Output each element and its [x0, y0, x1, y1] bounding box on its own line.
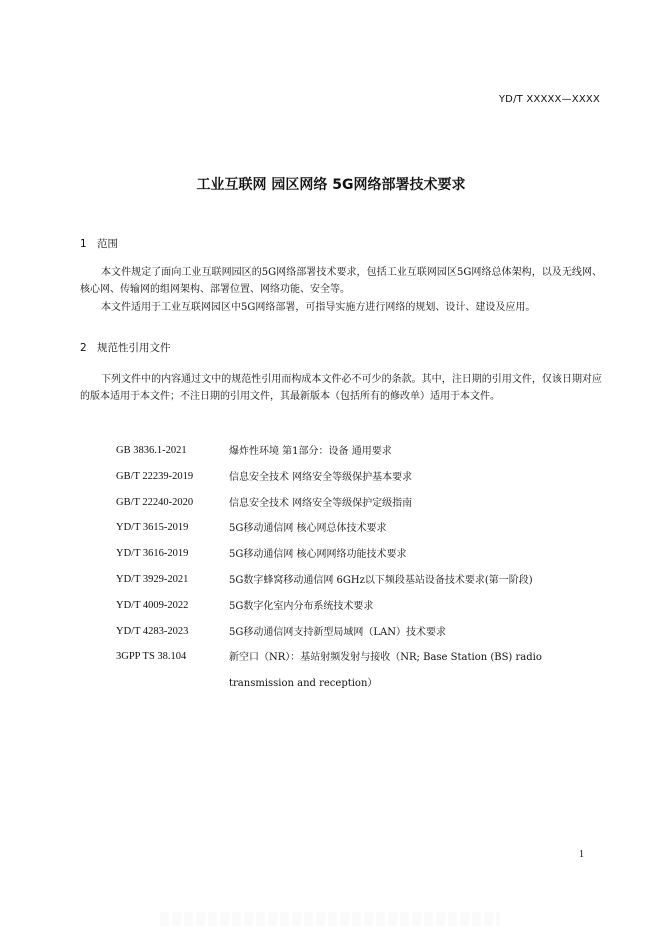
- section-number: 2: [80, 342, 87, 354]
- reference-row: [116, 651, 606, 697]
- section-title: 范围: [97, 238, 118, 250]
- reference-code: GB/T 22239-2019: [116, 470, 194, 482]
- scope-paragraph-1: 本文件规定了面向工业互联网园区的5G网络部署技术要求，包括工业互联网园区5G网络总体架构，以及无线网、核心网、传输网的组网架构、部署位置、网络功能、安全等。: [80, 267, 602, 295]
- reference-title: 5G数字化室内分布系统技术要求: [229, 600, 374, 612]
- page-number: 1: [579, 849, 584, 860]
- reference-title: 信息安全技术 网络安全等级保护基本要求: [229, 471, 413, 483]
- section-heading-scope: [80, 236, 118, 251]
- reference-code: YD/T 3616-2019: [116, 548, 189, 560]
- references-intro-paragraph: 下列文件中的内容通过文中的规范性引用而构成本文件必不可少的条款。其中，注日期的引用文件，仅该日期对应的版本适用于本文件；不注日期的引用文件，其最新版本（包括所有的修改单）适用于本文件。: [80, 374, 602, 402]
- reference-code: GB/T 22240-2020: [116, 496, 194, 508]
- reference-title: 信息安全技术 网络安全等级保护定级指南: [229, 497, 413, 509]
- reference-code: YD/T 4283-2023: [116, 625, 189, 637]
- reference-code: YD/T 3615-2019: [116, 522, 189, 534]
- document-title: 工业互联网 园区网络 5G网络部署技术要求: [196, 177, 466, 193]
- reference-title: 新空口（NR）：基站射频发射与接收（NR; Base Station (BS) radio transmission and reception）: [229, 652, 542, 690]
- reference-title: 爆炸性环境 第1部分：设备 通用要求: [229, 446, 392, 457]
- document-code: YD/T XXXXX—XXXX: [498, 94, 600, 105]
- reference-code: YD/T 3929-2021: [116, 573, 189, 585]
- section-title: 规范性引用文件: [97, 342, 171, 354]
- reference-code: 3GPP TS 38.104: [116, 651, 187, 663]
- reference-title: 5G移动通信网支持新型局域网（LAN）技术要求: [229, 626, 446, 638]
- reference-code: YD/T 4009-2022: [116, 599, 189, 611]
- reference-title: 5G移动通信网 核心网网络功能技术要求: [229, 549, 407, 561]
- reference-code: GB 3836.1-2021: [116, 445, 187, 456]
- reference-title: 5G移动通信网 核心网总体技术要求: [229, 523, 387, 535]
- section-number: 1: [80, 238, 87, 250]
- reference-title: 5G数字蜂窝移动通信网 6GHz以下频段基站设备技术要求(第一阶段): [229, 574, 533, 586]
- faint-watermark: [160, 912, 500, 926]
- reference-list: [116, 445, 606, 697]
- scope-paragraph-2: 本文件适用于工业互联网园区中5G网络部署，可指导实施方进行网络的规划、设计、建设及应用。: [101, 302, 536, 313]
- section-heading-normative-references: [80, 340, 171, 355]
